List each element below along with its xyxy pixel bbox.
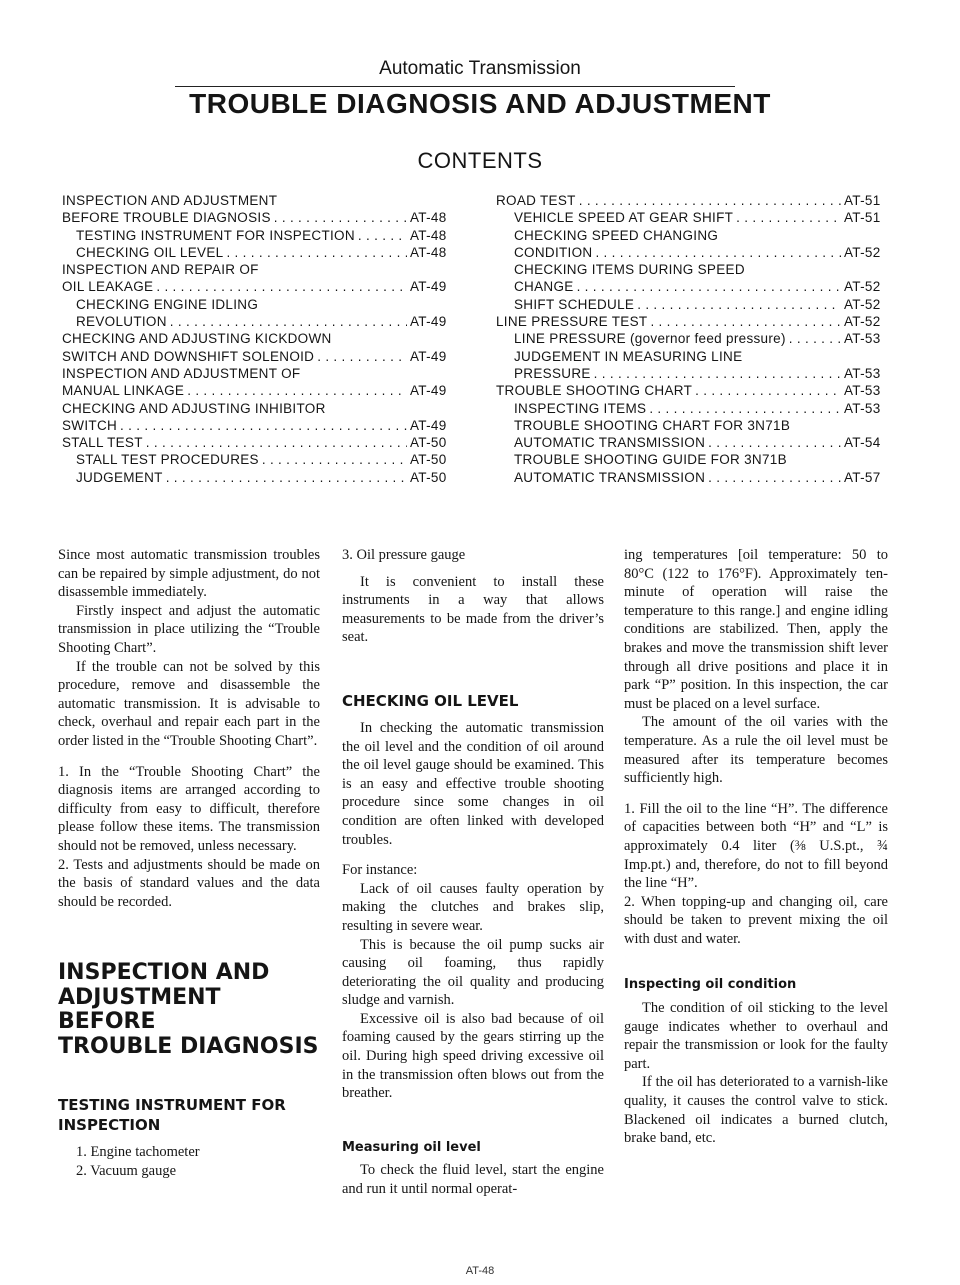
section-heading-line: BEFORE (58, 1009, 156, 1035)
header-rule (175, 86, 735, 87)
toc-leader-dots (579, 192, 841, 209)
toc-leader-dots (708, 434, 841, 451)
toc-leader-dots (120, 417, 407, 434)
toc-leader-dots (146, 434, 407, 451)
list-item: 1. Engine tachometer (76, 1144, 200, 1161)
toc-entry-title: JUDGEMENT (76, 469, 163, 485)
paragraph: 2. When topping-up and changing oil, care should be taken to prevent mixing the oil with dust and water. (624, 893, 888, 947)
toc-entry (62, 209, 462, 226)
section-heading-line: INSPECTION AND (58, 960, 270, 986)
toc-entry-title: INSPECTING ITEMS (514, 400, 647, 416)
section-heading-line: TROUBLE DIAGNOSIS (58, 1033, 319, 1059)
toc-entry (62, 244, 462, 261)
toc-leader-dots (595, 244, 841, 261)
toc-entry-title: CONDITION (514, 244, 593, 260)
toc-entry-title: SWITCH AND DOWNSHIFT SOLENOID (62, 348, 315, 364)
toc-entry-page: AT-53 (844, 365, 881, 381)
paragraph: If the trouble can not be solved by this procedure, remove and disassemble the automatic transmission. It is advisable to check, overhaul and repair each part in the order listed in the “Trouble Shooting Chart”. (58, 658, 320, 749)
toc-entry-page: AT-52 (844, 296, 881, 312)
paragraph: Firstly inspect and adjust the automatic transmission in place utilizing the “Trouble Shooting Chart”. (58, 602, 320, 656)
toc-entry (496, 400, 896, 417)
toc-entry (496, 227, 896, 244)
toc-entry-title: INSPECTION AND REPAIR OF (62, 262, 259, 278)
toc-entry (496, 313, 896, 330)
subsection-heading-line: INSPECTION (58, 1116, 161, 1135)
toc-entry-title: TROUBLE SHOOTING GUIDE FOR 3N71B (514, 452, 787, 468)
page-title: TROUBLE DIAGNOSIS AND ADJUSTMENT (189, 88, 771, 119)
toc-entry-title: INSPECTION AND ADJUSTMENT (62, 193, 278, 208)
toc-entry (496, 365, 896, 382)
toc-entry-page: AT-51 (844, 210, 881, 226)
toc-entry-title: JUDGEMENT IN MEASURING LINE (514, 348, 743, 364)
toc-entry-title: CHECKING ENGINE IDLING (76, 296, 259, 312)
paragraph: Excessive oil is also bad because of oil foaming caused by the gears stirring up the oil. During high speed driving excessive oil in the transmission often blows out from the breather. (342, 1010, 604, 1102)
toc-entry-page: AT-52 (844, 279, 881, 295)
toc-entry (62, 365, 462, 382)
toc-entry-page: AT-49 (410, 314, 447, 330)
toc-entry (62, 400, 462, 417)
toc-entry-title: CHECKING AND ADJUSTING INHIBITOR (62, 400, 326, 416)
toc-entry (62, 278, 462, 295)
toc-leader-dots (708, 469, 841, 486)
toc-leader-dots (650, 313, 841, 330)
toc-entry (496, 330, 896, 347)
toc-entry-title: MANUAL LINKAGE (62, 383, 185, 399)
text-column-3 (624, 546, 888, 1148)
toc-leader-dots (317, 348, 407, 365)
toc-left-column (62, 192, 462, 486)
toc-entry-page: AT-51 (844, 193, 881, 208)
toc-entry (496, 382, 896, 399)
paragraph: Since most automatic transmission troubles can be repaired by simple adjustment, do not disassemble immediately. (58, 547, 320, 601)
subsection-heading (58, 1095, 320, 1135)
toc-entry-title: AUTOMATIC TRANSMISSION (514, 435, 706, 451)
toc-entry (62, 348, 462, 365)
toc-entry-title: REVOLUTION (76, 314, 167, 330)
paragraph: For instance: (342, 862, 418, 879)
page-number: AT-48 (465, 1265, 495, 1277)
toc-entry-page: AT-49 (410, 417, 447, 433)
toc-entry-page: AT-53 (844, 383, 881, 399)
subsection-heading: CHECKING OIL LEVEL (342, 691, 519, 710)
toc-leader-dots (274, 209, 407, 226)
toc-entry (62, 330, 462, 347)
subsection-heading-line: TESTING INSTRUMENT FOR (58, 1096, 286, 1115)
toc-entry-title: STALL TEST (62, 435, 143, 451)
toc-leader-dots (695, 382, 841, 399)
toc-entry (496, 244, 896, 261)
toc-entry-title: AUTOMATIC TRANSMISSION (514, 469, 706, 485)
section-header: Automatic Transmission (379, 58, 581, 79)
toc-entry-page: AT-57 (844, 469, 881, 485)
toc-leader-dots (226, 244, 407, 261)
toc-entry (496, 261, 896, 278)
toc-entry (496, 348, 896, 365)
toc-entry-title: BEFORE TROUBLE DIAGNOSIS (62, 210, 271, 226)
toc-leader-dots (262, 451, 407, 468)
toc-leader-dots (166, 469, 407, 486)
toc-entry-page: AT-50 (410, 452, 447, 468)
paragraph: To check the fluid level, start the engine and run it until normal operat- (342, 1162, 604, 1198)
toc-entry (496, 417, 896, 434)
paragraph: In checking the automatic transmission the oil level and the condition of oil around the oil level gauge should be examined. This is an easy and effective trouble shooting procedure since some changes in oil condition are often linked with developed troubles. (342, 719, 604, 848)
toc-entry-title: CHECKING OIL LEVEL (76, 244, 224, 260)
toc-leader-dots (170, 313, 407, 330)
toc-entry (496, 192, 896, 209)
paragraph: It is convenient to install these instruments in a way that allows measurements to be made from the driver’s seat. (342, 573, 604, 646)
toc-entry (62, 382, 462, 399)
toc-entry (496, 296, 896, 313)
toc-entry-title: PRESSURE (514, 365, 591, 381)
toc-entry (62, 227, 462, 244)
paragraph: The condition of oil sticking to the level gauge indicates whether to overhaul and repair the transmission or look for the faulty part. (624, 1000, 888, 1072)
toc-entry-title: LINE PRESSURE (governor feed pressure) (514, 331, 786, 347)
paragraph: If the oil has deteriorated to a varnish-like quality, it causes the control valve to stick. Blackened oil indicates a burned clutch, brake band, etc. (624, 1074, 888, 1147)
toc-leader-dots (736, 209, 841, 226)
toc-entry (62, 313, 462, 330)
toc-entry-title: CHANGE (514, 279, 574, 295)
toc-entry-page: AT-48 (410, 244, 447, 260)
toc-entry-page: AT-50 (410, 469, 447, 485)
toc-entry-title: TROUBLE SHOOTING CHART FOR 3N71B (514, 417, 791, 433)
toc-entry-title: CHECKING ITEMS DURING SPEED (514, 262, 745, 278)
toc-entry-page: AT-48 (410, 227, 447, 243)
toc-entry-title: TROUBLE SHOOTING CHART (496, 383, 693, 399)
toc-entry-title: SWITCH (62, 417, 118, 433)
toc-leader-dots (187, 382, 407, 399)
text-column-2 (342, 546, 604, 1199)
toc-entry-page: AT-52 (844, 244, 881, 260)
toc-entry-page: AT-49 (410, 279, 447, 295)
toc-entry-title: VEHICLE SPEED AT GEAR SHIFT (514, 210, 734, 226)
toc-entry-title: CHECKING SPEED CHANGING (514, 227, 719, 243)
contents-heading: CONTENTS (417, 148, 543, 173)
paragraph: Lack of oil causes faulty operation by making the clutches and brakes slip, resulting in severe wear. (342, 880, 604, 934)
section-heading (58, 961, 320, 1059)
subheading: Inspecting oil condition (624, 977, 797, 993)
toc-entry-page: AT-54 (844, 435, 881, 451)
toc-entry-title: TESTING INSTRUMENT FOR INSPECTION (76, 227, 355, 243)
list-item: 3. Oil pressure gauge (342, 547, 466, 563)
toc-entry (62, 261, 462, 278)
toc-entry-title: SHIFT SCHEDULE (514, 296, 635, 312)
toc-entry-page: AT-53 (844, 331, 881, 347)
toc-entry (496, 434, 896, 451)
toc-entry (62, 417, 462, 434)
toc-entry (496, 469, 896, 486)
toc-entry (496, 278, 896, 295)
paragraph: The amount of the oil varies with the temperature. As a rule the oil level must be measured after its temperature becomes sufficiently high. (624, 714, 888, 787)
toc-leader-dots (649, 400, 841, 417)
toc-leader-dots (637, 296, 841, 313)
toc-entry (496, 451, 896, 468)
toc-right-column (496, 192, 896, 486)
toc-entry-page: AT-48 (410, 210, 447, 226)
toc-entry (62, 451, 462, 468)
toc-entry-page: AT-52 (844, 314, 881, 330)
paragraph: This is because the oil pump sucks air causing oil foaming, thus rapidly deteriorating the oil quality and producing sludge and varnish. (342, 936, 604, 1009)
toc-leader-dots (577, 278, 841, 295)
subheading: Measuring oil level (342, 1139, 481, 1155)
toc-leader-dots (594, 365, 841, 382)
toc-entry-page: AT-49 (410, 383, 447, 399)
toc-entry-title: OIL LEAKAGE (62, 279, 154, 295)
toc-entry-page: AT-49 (410, 348, 447, 364)
toc-entry-page: AT-53 (844, 400, 881, 416)
toc-entry (62, 296, 462, 313)
paragraph: ing temperatures [oil temperature: 50 to 80°C (122 to 176°F). Approximately ten-minute of operation will raise the temperature to this range.] and engine idling conditions are stabilized. Then, apply the brakes and move the transmission shift lever through all drive positions and place it in park “P” position. In this inspection, the car must be placed on a level surface. (624, 547, 888, 712)
toc-entry-title: ROAD TEST (496, 193, 576, 208)
toc-leader-dots (358, 227, 407, 244)
toc-leader-dots (156, 278, 407, 295)
paragraph: 1. Fill the oil to the line “H”. The difference of capacities between both “H” and “L” is approximately 0.4 liter (⅜ U.S.pt., ¾ Imp.pt.) and, therefore, do not to fill beyond the line “H”. (624, 800, 888, 892)
section-heading-line: ADJUSTMENT (58, 984, 221, 1010)
toc-entry-title: LINE PRESSURE TEST (496, 314, 648, 330)
toc-leader-dots (789, 330, 841, 347)
toc-entry-title: STALL TEST PROCEDURES (76, 452, 259, 468)
toc-entry-page: AT-50 (410, 435, 447, 451)
toc-entry-title: INSPECTION AND ADJUSTMENT OF (62, 365, 301, 381)
paragraph: 2. Tests and adjustments should be made on the basis of standard values and the data should be recorded. (58, 856, 320, 910)
text-column-1 (58, 546, 320, 1180)
toc-entry (62, 434, 462, 451)
list-item: 2. Vacuum gauge (76, 1162, 176, 1179)
toc-entry (496, 209, 896, 226)
toc-entry-title: CHECKING AND ADJUSTING KICKDOWN (62, 331, 332, 347)
toc-entry (62, 469, 462, 486)
toc-entry (62, 192, 462, 209)
paragraph: 1. In the “Trouble Shooting Chart” the diagnosis items are arranged according to difficulty from easy to difficult, therefore please follow these items. The transmission should not be removed, unless necessary. (58, 763, 320, 854)
